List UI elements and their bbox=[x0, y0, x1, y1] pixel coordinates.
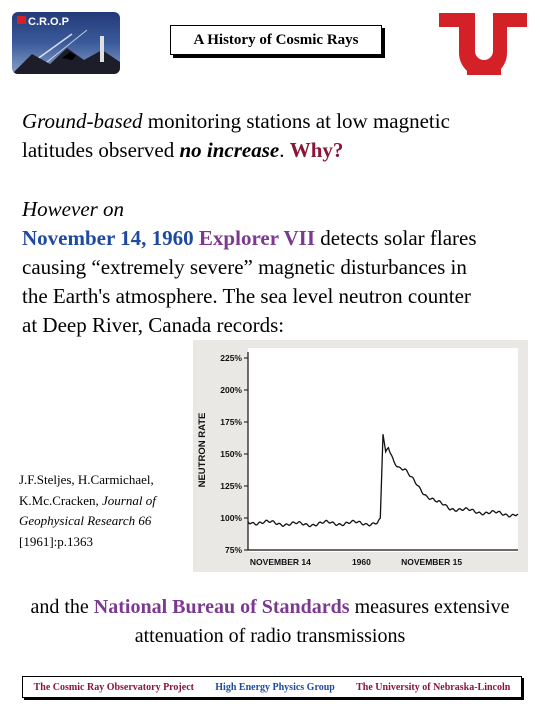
crop-logo bbox=[12, 12, 120, 74]
para3-text1: and the bbox=[30, 596, 94, 618]
ground-based-text: Ground-based bbox=[22, 109, 143, 133]
chart-ytick-label: 175% bbox=[220, 417, 242, 427]
chart-xtick-label: 1960 bbox=[351, 557, 371, 567]
citation bbox=[19, 470, 194, 552]
neutron-rate-chart-svg bbox=[193, 340, 528, 572]
no-increase-text: no increase bbox=[179, 138, 280, 162]
paragraph-nbs bbox=[0, 593, 540, 651]
citation-authors: J.F.Steljes, H.Carmichael, K.Mc.Cracken, bbox=[19, 472, 154, 508]
chart-ylabel: NEUTRON RATE bbox=[197, 412, 208, 488]
para1-text2: . bbox=[279, 138, 290, 162]
para2-line3: causing “extremely severe” magnetic disturbances in bbox=[22, 255, 467, 279]
footer-right: The University of Nebraska-Lincoln bbox=[356, 681, 511, 693]
chart-ytick-label: 200% bbox=[220, 385, 242, 395]
citation-journal: Journal of Geophysical Research 66 bbox=[19, 492, 156, 528]
para2-line4: the Earth's atmosphere. The sea level neutron counter bbox=[22, 284, 471, 308]
para1-text1: monitoring stations at low magnetic latitudes observed bbox=[22, 109, 450, 162]
citation-ref: [1961]:p.1363 bbox=[19, 533, 94, 549]
para2-line2-rest: detects solar flares bbox=[315, 226, 477, 250]
however-text: However on bbox=[22, 197, 125, 221]
para3-text2: measures extensive attenuation of radio transmissions bbox=[134, 596, 510, 647]
chart-xtick-label: NOVEMBER 14 bbox=[249, 557, 311, 567]
why-text: Why? bbox=[289, 138, 344, 162]
date-text: November 14, 1960 bbox=[22, 226, 194, 250]
university-logo bbox=[437, 13, 529, 80]
nbs-text: National Bureau of Standards bbox=[93, 596, 350, 618]
chart-ytick-label: 75% bbox=[224, 545, 242, 555]
para2-line5: at Deep River, Canada records: bbox=[22, 313, 285, 337]
footer-middle: High Energy Physics Group bbox=[215, 681, 335, 693]
footer-left: The Cosmic Ray Observatory Project bbox=[33, 681, 194, 693]
crop-logo-text: C.R.O.P bbox=[28, 16, 69, 28]
chart-ytick-label: 125% bbox=[220, 481, 242, 491]
paragraph-explorer bbox=[22, 195, 540, 340]
chart-ytick-label: 100% bbox=[220, 513, 242, 523]
chart-xtick-label: NOVEMBER 15 bbox=[401, 557, 463, 567]
footer-bar bbox=[22, 676, 522, 698]
chart-ytick-label: 225% bbox=[220, 353, 242, 363]
chart-ytick-label: 150% bbox=[220, 449, 242, 459]
page-title: A History of Cosmic Rays bbox=[170, 25, 382, 55]
explorer-text: Explorer VII bbox=[198, 226, 316, 250]
neutron-rate-chart bbox=[193, 340, 528, 572]
paragraph-no-increase bbox=[22, 107, 522, 165]
